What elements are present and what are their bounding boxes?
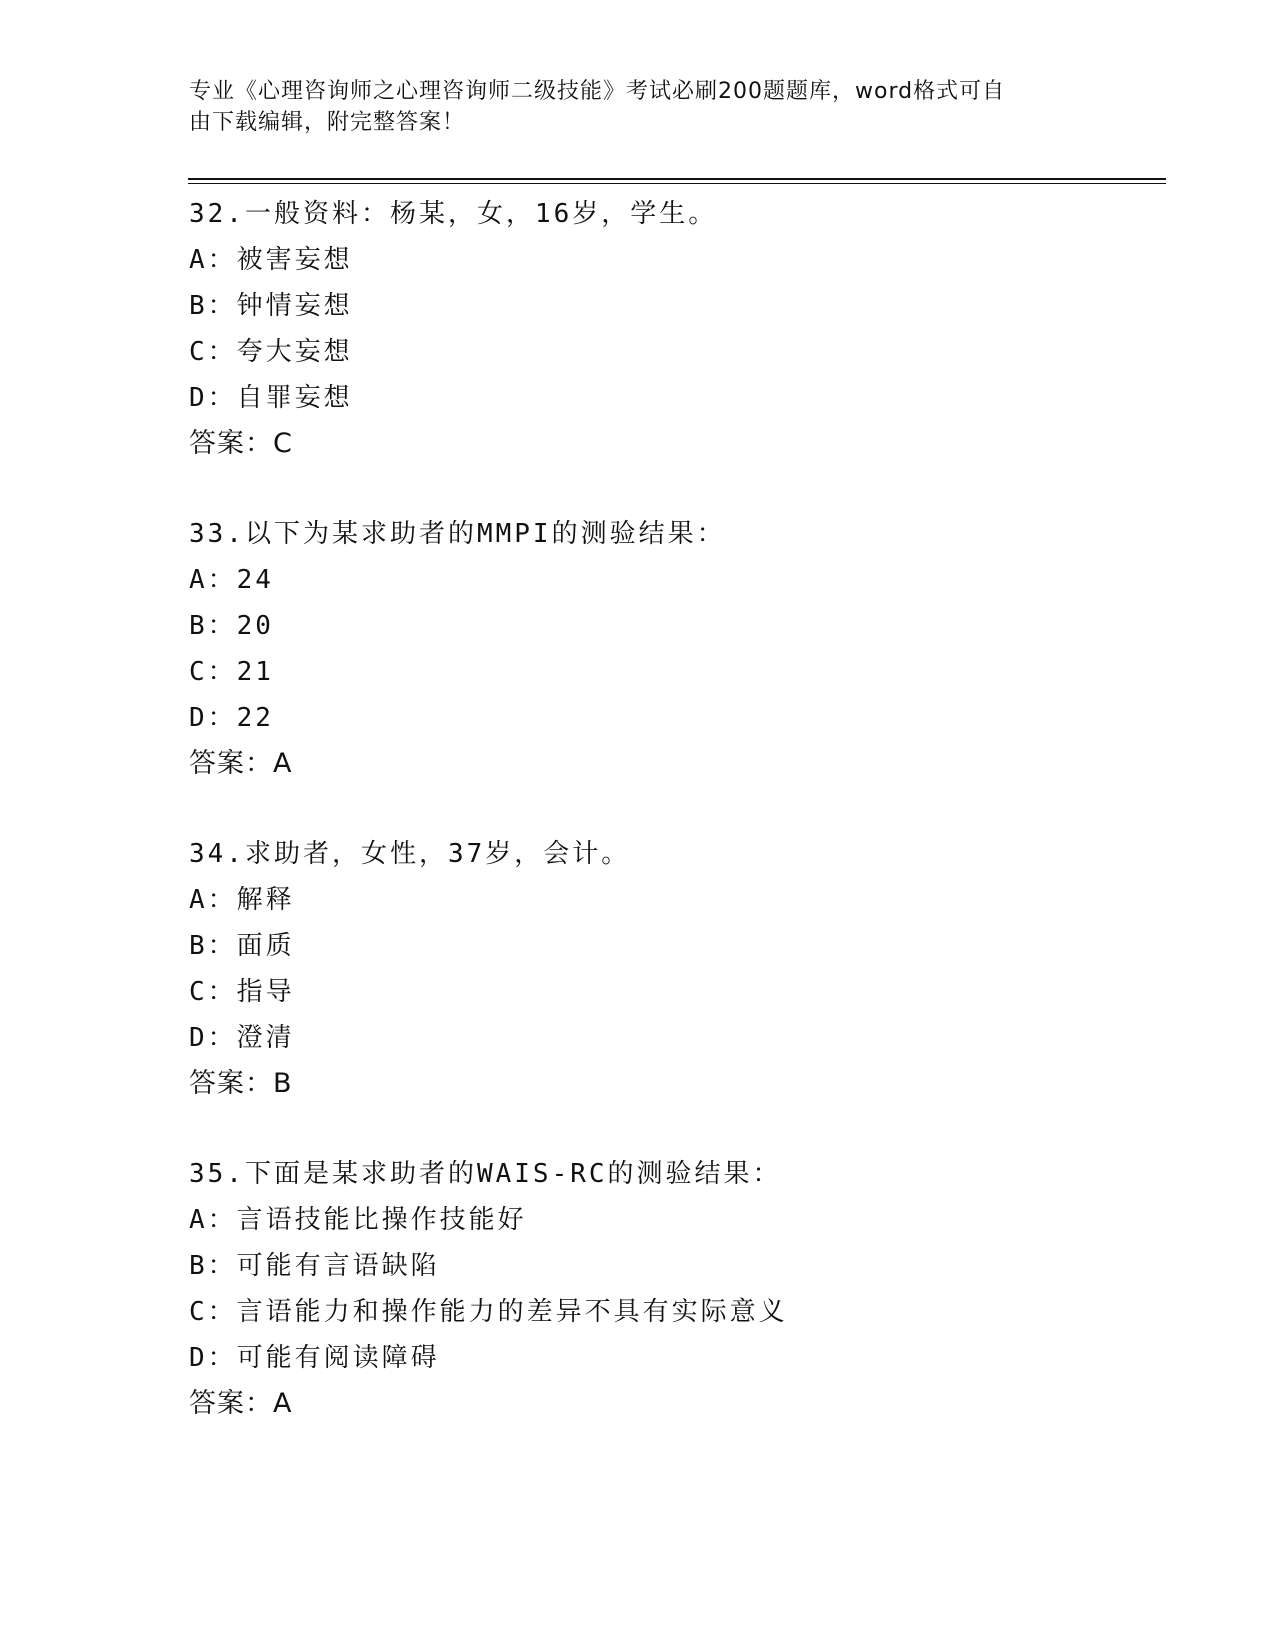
question-stem: 35.下面是某求助者的WAIS-RC的测验结果： — [189, 1159, 782, 1189]
option-b: B：钟情妄想 — [189, 291, 353, 321]
answer-line: 答案：A — [189, 748, 293, 779]
question-stem: 32.一般资料：杨某，女，16岁，学生。 — [189, 199, 718, 229]
option-d: D：澄清 — [189, 1023, 295, 1053]
option-b: B：面质 — [189, 931, 295, 961]
answer-line: 答案：B — [189, 1068, 293, 1099]
question-stem: 34.求助者，女性，37岁，会计。 — [189, 839, 631, 869]
option-d: D：22 — [189, 703, 274, 733]
option-d: D：可能有阅读障碍 — [189, 1343, 440, 1373]
option-a: A：被害妄想 — [189, 245, 353, 275]
option-d: D：自罪妄想 — [189, 383, 353, 413]
header-divider-thick — [188, 178, 1166, 180]
question-block — [189, 831, 1139, 1107]
option-b: B：20 — [189, 611, 274, 641]
answer-line: 答案：C — [189, 428, 293, 459]
option-a: A：言语技能比操作技能好 — [189, 1205, 527, 1235]
option-c: C：夸大妄想 — [189, 337, 353, 367]
header-divider-thin — [188, 183, 1166, 184]
option-b: B：可能有言语缺陷 — [189, 1251, 440, 1281]
header-line-1: 专业《心理咨询师之心理咨询师二级技能》考试必刷200题题库，word格式可自 — [189, 79, 1006, 104]
document-header — [189, 76, 1069, 138]
option-a: A：24 — [189, 565, 274, 595]
answer-line: 答案：A — [189, 1388, 293, 1419]
option-c: C：指导 — [189, 977, 295, 1007]
option-c: C：言语能力和操作能力的差异不具有实际意义 — [189, 1297, 788, 1327]
question-block — [189, 191, 1139, 467]
option-c: C：21 — [189, 657, 274, 687]
question-stem: 33.以下为某求助者的MMPI的测验结果： — [189, 519, 726, 549]
question-block — [189, 1151, 1139, 1427]
header-line-2: 由下载编辑，附完整答案！ — [189, 110, 466, 135]
question-block — [189, 511, 1139, 787]
option-a: A：解释 — [189, 885, 295, 915]
